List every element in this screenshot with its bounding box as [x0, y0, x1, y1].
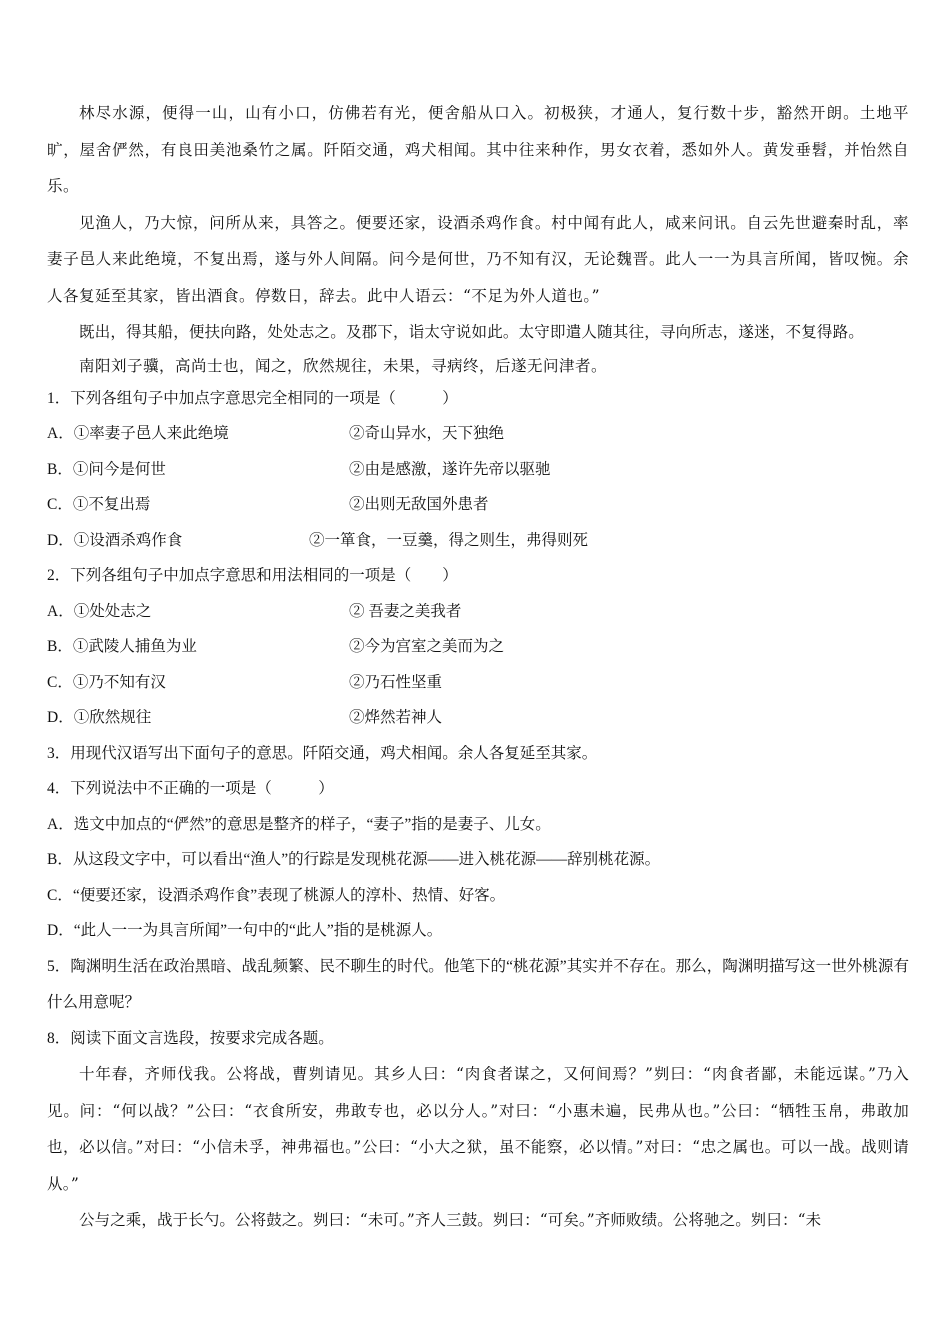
option-row: [47, 452, 909, 488]
option-left: B．①问今是何世: [47, 460, 166, 478]
option-right: ②由是感激，遂许先帝以驱驰: [349, 460, 551, 478]
option-row: A．选文中加点的“俨然”的意思是整齐的样子，“妻子”指的是妻子、儿女。: [47, 815, 551, 833]
passage-caogui: [47, 1056, 909, 1239]
question-8: [47, 1021, 909, 1057]
option-left: B．①武陵人捕鱼为业: [47, 638, 197, 655]
option-row: C．“便要还家，设酒杀鸡作食”表现了桃源人的淳朴、热情、好客。: [47, 886, 506, 904]
option-row: [47, 629, 909, 665]
option-right: ②出则无敌国外患者: [349, 496, 489, 513]
option-left: C．①不复出焉: [47, 496, 151, 513]
question-4: [47, 771, 909, 949]
question-5: [47, 949, 909, 1021]
passage-paragraph: 见渔人，乃大惊，问所从来，具答之。便要还家，设酒杀鸡作食。村中闻有此人，咸来问讯。自云先世避秦时乱，率妻子邑人来此绝境，不复出焉，遂与外人间隔。问今是何世，乃不知有汉，无论魏晋。此人一一为具言所闻，皆叹惋。余人各复延至其家，皆出酒食。停数日，辞去。此中人语云：“不足为外人道也。”: [47, 213, 909, 305]
question-stem: 3．用现代汉语写出下面句子的意思。阡陌交通，鸡犬相闻。余人各复延至其家。: [47, 744, 598, 762]
option-left: D．①设酒杀鸡作食: [47, 531, 183, 549]
option-left: A．①率妻子邑人来此绝境: [47, 425, 229, 442]
passage-paragraph: 既出，得其船，便扶向路，处处志之。及郡下，诣太守说如此。太守即遣人随其往，寻向所志，遂迷，不复得路。: [79, 323, 865, 341]
option-left: A．①处处志之: [47, 602, 152, 620]
option-right: ②烨然若神人: [349, 709, 443, 726]
passage-paragraph: 南阳刘子骥，高尚士也，闻之，欣然规往，未果，寻病终，后遂无问津者。: [79, 356, 608, 375]
option-row: D．“此人一一为具言所闻”一句中的“此人”指的是桃源人。: [47, 922, 443, 939]
passage-taohuayuan: [47, 95, 909, 381]
option-row: [47, 487, 909, 523]
option-left: C．①乃不知有汉: [47, 673, 166, 691]
question-stem: 8．阅读下面文言选段，按要求完成各题。: [47, 1029, 334, 1047]
option-right: ②今为宫室之美而为之: [349, 638, 505, 655]
option-right: ②一箪食，一豆羹，得之则生，弗得则死: [309, 531, 589, 549]
option-row: [47, 594, 909, 630]
option-left: D．①欣然规往: [47, 709, 152, 726]
option-row: [47, 416, 909, 452]
question-stem: 5．陶渊明生活在政治黑暗、战乱频繁、民不聊生的时代。他笔下的“桃花源”其实并不存在。那么，陶渊明描写这一世外桃源有什么用意呢？: [47, 957, 909, 1011]
question-1: [47, 381, 909, 559]
option-right: ② 吾妻之美我者: [349, 602, 462, 620]
option-row: [47, 665, 909, 701]
exam-page: [47, 95, 909, 1239]
option-row: B．从这段文字中，可以看出“渔人”的行踪是发现桃花源——进入桃花源——辞别桃花源。: [47, 851, 661, 868]
question-2: [47, 558, 909, 736]
passage-paragraph: 林尽水源，便得一山，山有小口，仿佛若有光，便舍船从口入。初极狭，才通人，复行数十步，豁然开朗。土地平旷，屋舍俨然，有良田美池桑竹之属。阡陌交通，鸡犬相闻。其中往来种作，男女衣着，悉如外人。黄发垂髫，并怡然自乐。: [47, 104, 909, 195]
option-right: ②乃石性坚重: [349, 673, 443, 691]
option-right: ②奇山异水，天下独绝: [349, 425, 505, 442]
question-stem: 1．下列各组句子中加点字意思完全相同的一项是（ ）: [47, 389, 458, 407]
question-stem: 2．下列各组句子中加点字意思和用法相同的一项是（ ）: [47, 567, 458, 584]
question-3: [47, 736, 909, 772]
option-row: [47, 523, 909, 559]
option-row: [47, 700, 909, 736]
passage-paragraph: 十年春，齐师伐我。公将战，曹刿请见。其乡人曰：“肉食者谋之，又何间焉？”刿曰：“肉食者鄙，未能远谋。”乃入见。问：“何以战？”公曰：“衣食所安，弗敢专也，必以分人。”对曰：“小惠未遍，民弗从也。”公曰：“牺牲玉帛，弗敢加也，必以信。”对曰：“小信未孚，神弗福也。”公曰：“小大之狱，虽不能察，必以情。”对曰：“忠之属也。可以一战。战则请从。”: [47, 1065, 909, 1193]
passage-paragraph: 公与之乘，战于长勺。公将鼓之。刿曰：“未可。”齐人三鼓。刿曰：“可矣。”齐师败绩。公将驰之。刿曰：“未: [79, 1211, 822, 1229]
question-stem: 4．下列说法中不正确的一项是（ ）: [47, 780, 334, 797]
